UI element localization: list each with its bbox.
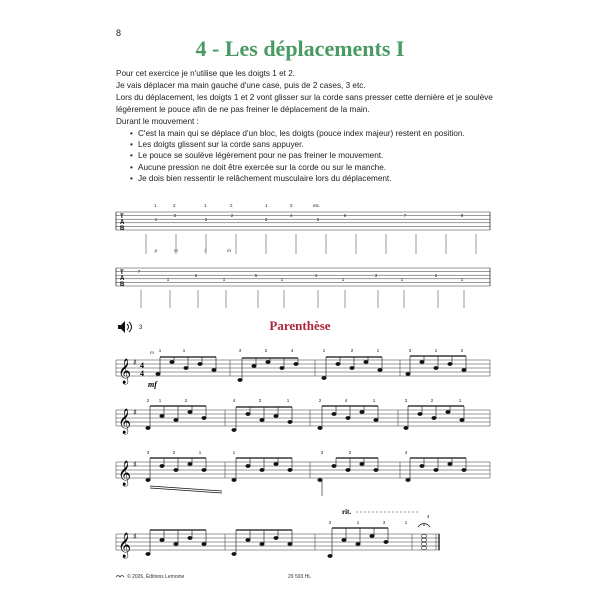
rh-fingering: i bbox=[204, 248, 206, 253]
fingering: 3 bbox=[258, 398, 262, 403]
fingering: 4 bbox=[232, 398, 236, 403]
fingering: 3 bbox=[238, 348, 242, 353]
fingering: 2 bbox=[430, 398, 434, 403]
tab-letter: T bbox=[120, 270, 124, 276]
tab-letter: B bbox=[120, 226, 125, 232]
fingering: 4 bbox=[404, 450, 408, 455]
fingering: 3 bbox=[382, 520, 386, 525]
treble-clef-icon: 𝄞 bbox=[118, 409, 132, 434]
staff-system-4 bbox=[116, 508, 440, 558]
tab-fret: 2 bbox=[434, 273, 438, 278]
catalog-number: 29 593 HL bbox=[288, 574, 312, 580]
list-item: • Les doigts glissent sur la corde sans appuyer. bbox=[130, 139, 496, 150]
fingering: 1 bbox=[158, 348, 162, 353]
notes bbox=[146, 458, 466, 496]
fingering: 1 bbox=[154, 203, 157, 208]
tab-fret: 4 bbox=[314, 273, 318, 278]
tab-fret: 7 bbox=[137, 269, 141, 274]
track-number: 3 bbox=[139, 325, 143, 331]
fingering: 1 bbox=[204, 203, 207, 208]
tablature-1 bbox=[116, 203, 490, 254]
fingering: 1 bbox=[356, 520, 360, 525]
rh-fingering: m bbox=[174, 248, 178, 253]
fingering: 1 bbox=[198, 450, 202, 455]
treble-clef-icon: 𝄞 bbox=[118, 461, 132, 486]
fingering: 3 bbox=[320, 450, 324, 455]
tab-fret: 1 bbox=[460, 277, 464, 282]
tempo-marking: rit. bbox=[342, 508, 352, 516]
list-item: • Aucune pression ne doit être exercée sur la corde ou sur le manche. bbox=[130, 162, 496, 173]
fingering: 2 bbox=[184, 398, 188, 403]
tab-fret: 6 bbox=[343, 213, 347, 218]
treble-clef-icon: 𝄞 bbox=[118, 533, 132, 558]
fingering: 2 bbox=[460, 348, 464, 353]
staff-system-3 bbox=[116, 450, 490, 496]
page-title: 4 - Les déplacements I bbox=[195, 36, 405, 61]
staff-system-1 bbox=[116, 348, 490, 389]
fingering: 3 bbox=[408, 348, 412, 353]
key-signature-sharp: ♯ bbox=[133, 408, 137, 417]
fingering: 2 bbox=[328, 520, 332, 525]
fingering: 4 bbox=[290, 348, 294, 353]
tab-fret: 8 bbox=[460, 213, 464, 218]
staff-system-2 bbox=[116, 398, 490, 434]
fingering: 1 bbox=[372, 398, 376, 403]
key-signature-sharp: ♯ bbox=[133, 358, 137, 367]
tab-fret: 3 bbox=[374, 273, 378, 278]
list-item: • C'est la main qui se déplace d'un bloc, les doigts (pouce index majeur) restent en position. bbox=[130, 128, 496, 139]
fingering: 1 bbox=[322, 348, 326, 353]
tab-letter: T bbox=[120, 214, 124, 220]
fingering: 2 bbox=[173, 203, 176, 208]
time-signature: 4 bbox=[140, 361, 144, 370]
fingering: 2 bbox=[348, 450, 352, 455]
fingering: 2 bbox=[264, 348, 268, 353]
key-signature-sharp: ♯ bbox=[133, 532, 137, 541]
fingering: 2 bbox=[172, 450, 176, 455]
fingering: 1 bbox=[404, 520, 408, 525]
fingering: 1 bbox=[182, 348, 186, 353]
fingering: 2 bbox=[290, 203, 293, 208]
publisher-logo-icon bbox=[116, 576, 124, 578]
fingering: 2 bbox=[350, 348, 354, 353]
fingering: 2 bbox=[318, 398, 322, 403]
intro-paragraph: Lors du déplacement, les doigts 1 et 2 vont glisser sur la corde sans presser cette dernière et je soulève légèrement le pouce afin de ne pas freiner le déplacement de la main. bbox=[116, 93, 493, 114]
tab-fret: 1 bbox=[222, 277, 226, 282]
piece-title: Parenthèse bbox=[269, 318, 331, 333]
key-signature-sharp: ♯ bbox=[133, 460, 137, 469]
page-number: 8 bbox=[116, 28, 122, 38]
tab-letter: A bbox=[120, 276, 125, 282]
fingering: 1 bbox=[232, 450, 236, 455]
tab-fret: 6 bbox=[194, 273, 198, 278]
fingering: 1 bbox=[265, 203, 268, 208]
tab-fret: 5 bbox=[254, 273, 258, 278]
tab-fret: 1 bbox=[400, 277, 404, 282]
list-item: • Le pouce se soulève légèrement pour ne pas freiner le mouvement. bbox=[130, 150, 496, 161]
fingering: 1 bbox=[158, 398, 162, 403]
fingering: 2 bbox=[230, 203, 233, 208]
fingering: 1 bbox=[434, 348, 438, 353]
tab-fret: 7 bbox=[403, 213, 407, 218]
fingering: etc. bbox=[313, 203, 321, 208]
tab-letter: A bbox=[120, 220, 125, 226]
fingering: 1 bbox=[286, 398, 290, 403]
intro-paragraph: Durant le mouvement : bbox=[116, 116, 199, 126]
fingering: 3 bbox=[404, 398, 408, 403]
fingering: 4 bbox=[426, 514, 430, 519]
notes bbox=[146, 528, 427, 558]
tab-fret: 4 bbox=[289, 213, 293, 218]
fingering: m bbox=[150, 350, 154, 355]
tab-fret: 3 bbox=[204, 217, 208, 222]
rh-fingering: p bbox=[154, 248, 158, 253]
glissando-lines bbox=[150, 486, 222, 493]
tab-fret: 2 bbox=[173, 213, 177, 218]
tab-fret: 1 bbox=[341, 277, 345, 282]
copyright-notice: © 2026, Éditions Lemoine bbox=[127, 574, 185, 580]
fingering: 1 bbox=[376, 348, 380, 353]
fingering: 3 bbox=[146, 450, 150, 455]
tab-fret: 3 bbox=[264, 217, 268, 222]
intro-paragraph: Je vais déplacer ma main gauche d'une case, puis de 2 cases, 3 etc. bbox=[116, 81, 366, 91]
list-item: • Je dois bien ressentir le relâchement musculaire lors du déplacement. bbox=[130, 173, 496, 184]
tab-letter: B bbox=[120, 282, 125, 288]
tablature-2 bbox=[116, 268, 490, 308]
dynamic-marking: mf bbox=[148, 380, 157, 389]
fingering: 4 bbox=[344, 398, 348, 403]
fingering: 2 bbox=[146, 398, 150, 403]
tab-fret: 1 bbox=[280, 277, 284, 282]
treble-clef-icon: 𝄞 bbox=[118, 359, 132, 384]
time-signature: 4 bbox=[140, 369, 144, 378]
tab-fret: 2 bbox=[230, 213, 234, 218]
rh-fingering: m bbox=[227, 248, 231, 253]
intro-paragraph: Pour cet exercice je n'utilise que les doigts 1 et 2. bbox=[116, 69, 296, 78]
tab-fret: 5 bbox=[316, 217, 320, 222]
tab-fret: 1 bbox=[154, 217, 158, 222]
fingering: 1 bbox=[458, 398, 462, 403]
tab-fret: 1 bbox=[166, 277, 170, 282]
